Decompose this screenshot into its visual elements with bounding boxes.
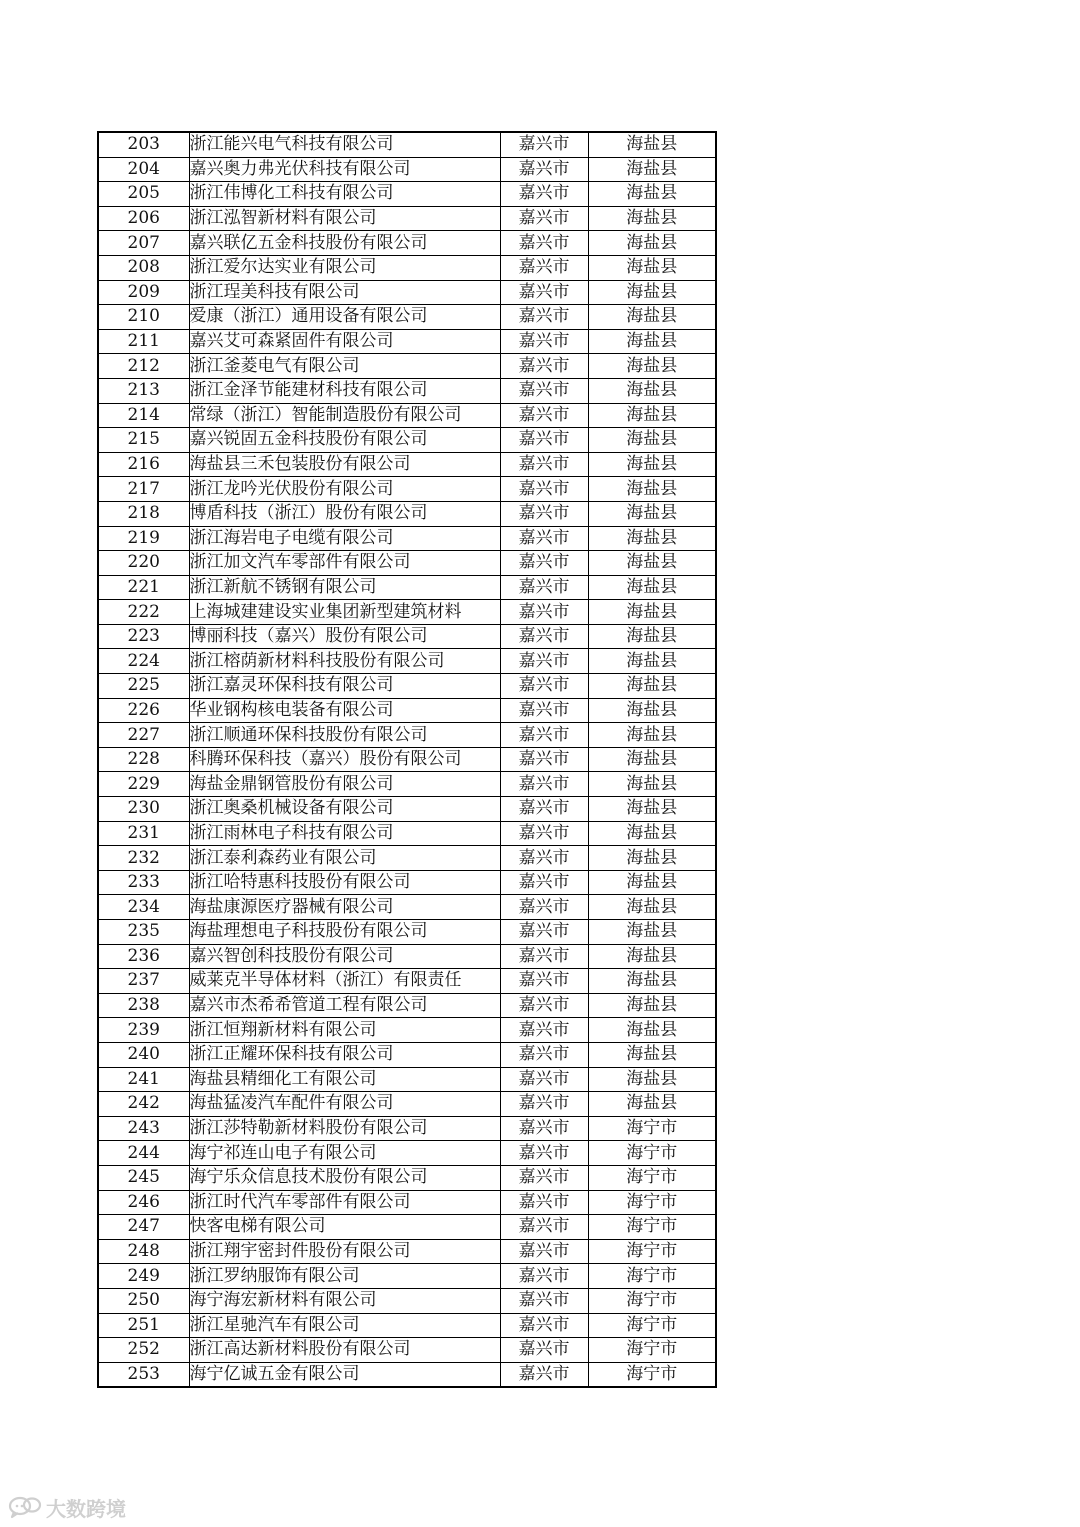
county-name: 海盐县 [588,821,716,846]
table-row [98,280,716,305]
company-name: 爱康（浙江）通用设备有限公司 [189,305,500,330]
city-name: 嘉兴市 [500,993,588,1018]
row-number: 246 [98,1190,189,1215]
table-row [98,870,716,895]
county-name: 海宁市 [588,1165,716,1190]
county-name: 海盐县 [588,206,716,231]
city-name: 嘉兴市 [500,797,588,822]
table-row [98,649,716,674]
county-name: 海盐县 [588,354,716,379]
company-name: 海宁乐众信息技术股份有限公司 [189,1165,500,1190]
table-row [98,1313,716,1338]
company-name: 浙江海岩电子电缆有限公司 [189,526,500,551]
table-row [98,698,716,723]
city-name: 嘉兴市 [500,698,588,723]
table-row [98,403,716,428]
city-name: 嘉兴市 [500,870,588,895]
city-name: 嘉兴市 [500,1141,588,1166]
table-row [98,354,716,379]
table-row [98,575,716,600]
company-name: 浙江正耀环保科技有限公司 [189,1042,500,1067]
company-name: 浙江珵美科技有限公司 [189,280,500,305]
city-name: 嘉兴市 [500,1190,588,1215]
county-name: 海宁市 [588,1313,716,1338]
company-name: 海盐金鼎钢管股份有限公司 [189,772,500,797]
city-name: 嘉兴市 [500,157,588,182]
row-number: 203 [98,132,189,157]
company-table-body [98,132,716,1387]
table-row [98,1165,716,1190]
table-row [98,846,716,871]
company-name: 浙江釜菱电气有限公司 [189,354,500,379]
row-number: 247 [98,1215,189,1240]
company-name: 华业钢构核电装备有限公司 [189,698,500,723]
company-name: 浙江榕荫新材料科技股份有限公司 [189,649,500,674]
row-number: 250 [98,1288,189,1313]
company-table [97,131,717,1388]
company-name: 浙江时代汽车零部件有限公司 [189,1190,500,1215]
table-row [98,944,716,969]
city-name: 嘉兴市 [500,575,588,600]
row-number: 224 [98,649,189,674]
company-name: 浙江罗纳服饰有限公司 [189,1264,500,1289]
row-number: 205 [98,182,189,207]
row-number: 223 [98,624,189,649]
row-number: 251 [98,1313,189,1338]
city-name: 嘉兴市 [500,1018,588,1043]
company-name: 浙江雨林电子科技有限公司 [189,821,500,846]
table-row [98,501,716,526]
table-row [98,1018,716,1043]
table-row [98,1239,716,1264]
county-name: 海盐县 [588,132,716,157]
company-name: 浙江金泽节能建材科技有限公司 [189,378,500,403]
row-number: 217 [98,477,189,502]
row-number: 231 [98,821,189,846]
county-name: 海盐县 [588,920,716,945]
table-row [98,255,716,280]
table-row [98,600,716,625]
table-row [98,969,716,994]
county-name: 海盐县 [588,305,716,330]
table-row [98,1092,716,1117]
county-name: 海盐县 [588,1018,716,1043]
table-row [98,723,716,748]
county-name: 海盐县 [588,723,716,748]
company-name: 浙江哈特惠科技股份有限公司 [189,870,500,895]
row-number: 206 [98,206,189,231]
county-name: 海盐县 [588,1092,716,1117]
company-name: 浙江星驰汽车有限公司 [189,1313,500,1338]
city-name: 嘉兴市 [500,305,588,330]
city-name: 嘉兴市 [500,1338,588,1363]
row-number: 236 [98,944,189,969]
city-name: 嘉兴市 [500,403,588,428]
company-name: 上海城建建设实业集团新型建筑材料 [189,600,500,625]
city-name: 嘉兴市 [500,477,588,502]
company-name: 浙江龙吟光伏股份有限公司 [189,477,500,502]
row-number: 226 [98,698,189,723]
county-name: 海盐县 [588,452,716,477]
table-row [98,477,716,502]
table-row [98,624,716,649]
row-number: 213 [98,378,189,403]
table-row [98,1264,716,1289]
county-name: 海宁市 [588,1116,716,1141]
city-name: 嘉兴市 [500,600,588,625]
table-row [98,797,716,822]
table-row [98,821,716,846]
city-name: 嘉兴市 [500,969,588,994]
row-number: 244 [98,1141,189,1166]
company-name: 海盐理想电子科技股份有限公司 [189,920,500,945]
city-name: 嘉兴市 [500,526,588,551]
company-name: 海盐县三禾包装股份有限公司 [189,452,500,477]
row-number: 218 [98,501,189,526]
county-name: 海宁市 [588,1215,716,1240]
row-number: 241 [98,1067,189,1092]
company-name: 海宁海宏新材料有限公司 [189,1288,500,1313]
county-name: 海盐县 [588,255,716,280]
county-name: 海盐县 [588,477,716,502]
company-name: 嘉兴联亿五金科技股份有限公司 [189,231,500,256]
table-row [98,895,716,920]
company-name: 海盐猛凌汽车配件有限公司 [189,1092,500,1117]
table-row [98,378,716,403]
county-name: 海宁市 [588,1141,716,1166]
table-row [98,1141,716,1166]
county-name: 海盐县 [588,575,716,600]
company-name: 海宁亿诚五金有限公司 [189,1362,500,1387]
county-name: 海盐县 [588,772,716,797]
city-name: 嘉兴市 [500,1116,588,1141]
county-name: 海盐县 [588,1067,716,1092]
company-name: 浙江加文汽车零部件有限公司 [189,551,500,576]
row-number: 232 [98,846,189,871]
chat-bubbles-icon [8,1495,42,1519]
company-name: 威莱克半导体材料（浙江）有限责任 [189,969,500,994]
city-name: 嘉兴市 [500,428,588,453]
city-name: 嘉兴市 [500,723,588,748]
city-name: 嘉兴市 [500,255,588,280]
row-number: 208 [98,255,189,280]
table-row [98,747,716,772]
county-name: 海宁市 [588,1338,716,1363]
county-name: 海宁市 [588,1264,716,1289]
company-name: 博丽科技（嘉兴）股份有限公司 [189,624,500,649]
city-name: 嘉兴市 [500,1362,588,1387]
county-name: 海盐县 [588,526,716,551]
city-name: 嘉兴市 [500,1165,588,1190]
company-name: 科腾环保科技（嘉兴）股份有限公司 [189,747,500,772]
county-name: 海盐县 [588,280,716,305]
row-number: 248 [98,1239,189,1264]
table-row [98,1288,716,1313]
county-name: 海盐县 [588,846,716,871]
city-name: 嘉兴市 [500,821,588,846]
row-number: 219 [98,526,189,551]
row-number: 235 [98,920,189,945]
table-row [98,1215,716,1240]
city-name: 嘉兴市 [500,895,588,920]
county-name: 海盐县 [588,157,716,182]
row-number: 227 [98,723,189,748]
city-name: 嘉兴市 [500,649,588,674]
county-name: 海盐县 [588,649,716,674]
county-name: 海盐县 [588,624,716,649]
row-number: 245 [98,1165,189,1190]
city-name: 嘉兴市 [500,132,588,157]
table-row [98,1362,716,1387]
table-row [98,1116,716,1141]
row-number: 214 [98,403,189,428]
county-name: 海盐县 [588,944,716,969]
row-number: 242 [98,1092,189,1117]
company-name: 博盾科技（浙江）股份有限公司 [189,501,500,526]
table-row [98,993,716,1018]
table-row [98,526,716,551]
row-number: 209 [98,280,189,305]
table-row [98,1067,716,1092]
row-number: 229 [98,772,189,797]
row-number: 225 [98,674,189,699]
row-number: 249 [98,1264,189,1289]
city-name: 嘉兴市 [500,1092,588,1117]
city-name: 嘉兴市 [500,501,588,526]
row-number: 233 [98,870,189,895]
company-name: 浙江泰利森药业有限公司 [189,846,500,871]
company-name: 浙江嘉灵环保科技有限公司 [189,674,500,699]
city-name: 嘉兴市 [500,747,588,772]
row-number: 237 [98,969,189,994]
row-number: 210 [98,305,189,330]
row-number: 253 [98,1362,189,1387]
county-name: 海盐县 [588,182,716,207]
county-name: 海盐县 [588,797,716,822]
row-number: 204 [98,157,189,182]
row-number: 207 [98,231,189,256]
row-number: 239 [98,1018,189,1043]
city-name: 嘉兴市 [500,551,588,576]
city-name: 嘉兴市 [500,182,588,207]
city-name: 嘉兴市 [500,1288,588,1313]
city-name: 嘉兴市 [500,329,588,354]
city-name: 嘉兴市 [500,452,588,477]
company-name: 常绿（浙江）智能制造股份有限公司 [189,403,500,428]
table-row [98,231,716,256]
county-name: 海盐县 [588,428,716,453]
company-name: 海盐县精细化工有限公司 [189,1067,500,1092]
row-number: 211 [98,329,189,354]
county-name: 海盐县 [588,231,716,256]
county-name: 海盐县 [588,403,716,428]
company-name: 浙江伟博化工科技有限公司 [189,182,500,207]
county-name: 海盐县 [588,895,716,920]
city-name: 嘉兴市 [500,846,588,871]
row-number: 234 [98,895,189,920]
row-number: 216 [98,452,189,477]
county-name: 海宁市 [588,1190,716,1215]
county-name: 海盐县 [588,600,716,625]
row-number: 252 [98,1338,189,1363]
county-name: 海盐县 [588,378,716,403]
city-name: 嘉兴市 [500,772,588,797]
company-name: 海宁祁连山电子有限公司 [189,1141,500,1166]
table-row [98,452,716,477]
table-row [98,1338,716,1363]
row-number: 240 [98,1042,189,1067]
city-name: 嘉兴市 [500,206,588,231]
company-name: 浙江高达新材料股份有限公司 [189,1338,500,1363]
row-number: 230 [98,797,189,822]
table-row [98,157,716,182]
company-name: 浙江爱尔达实业有限公司 [189,255,500,280]
city-name: 嘉兴市 [500,354,588,379]
company-name: 快客电梯有限公司 [189,1215,500,1240]
row-number: 238 [98,993,189,1018]
county-name: 海盐县 [588,329,716,354]
county-name: 海宁市 [588,1239,716,1264]
table-row [98,182,716,207]
company-name: 海盐康源医疗器械有限公司 [189,895,500,920]
row-number: 228 [98,747,189,772]
table-row [98,132,716,157]
table-row [98,772,716,797]
city-name: 嘉兴市 [500,920,588,945]
table-row [98,551,716,576]
city-name: 嘉兴市 [500,1239,588,1264]
table-row [98,428,716,453]
county-name: 海盐县 [588,698,716,723]
county-name: 海盐县 [588,551,716,576]
row-number: 243 [98,1116,189,1141]
city-name: 嘉兴市 [500,1264,588,1289]
company-name: 浙江莎特勒新材料股份有限公司 [189,1116,500,1141]
county-name: 海盐县 [588,969,716,994]
row-number: 215 [98,428,189,453]
city-name: 嘉兴市 [500,1067,588,1092]
company-name: 浙江新航不锈钢有限公司 [189,575,500,600]
company-name: 浙江顺通环保科技股份有限公司 [189,723,500,748]
row-number: 222 [98,600,189,625]
company-name: 浙江翔宇密封件股份有限公司 [189,1239,500,1264]
table-row [98,1042,716,1067]
city-name: 嘉兴市 [500,378,588,403]
table-row [98,1190,716,1215]
county-name: 海宁市 [588,1362,716,1387]
county-name: 海盐县 [588,501,716,526]
company-name: 嘉兴艾可森紧固件有限公司 [189,329,500,354]
county-name: 海盐县 [588,747,716,772]
row-number: 212 [98,354,189,379]
company-name: 嘉兴智创科技股份有限公司 [189,944,500,969]
county-name: 海盐县 [588,1042,716,1067]
city-name: 嘉兴市 [500,231,588,256]
row-number: 221 [98,575,189,600]
city-name: 嘉兴市 [500,674,588,699]
city-name: 嘉兴市 [500,1215,588,1240]
city-name: 嘉兴市 [500,624,588,649]
city-name: 嘉兴市 [500,1042,588,1067]
company-name: 嘉兴市杰希希管道工程有限公司 [189,993,500,1018]
company-name: 嘉兴锐固五金科技股份有限公司 [189,428,500,453]
company-name: 嘉兴奥力弗光伏科技有限公司 [189,157,500,182]
city-name: 嘉兴市 [500,1313,588,1338]
county-name: 海盐县 [588,870,716,895]
city-name: 嘉兴市 [500,280,588,305]
table-row [98,920,716,945]
watermark-text: 大数跨境 [46,1496,126,1521]
city-name: 嘉兴市 [500,944,588,969]
row-number: 220 [98,551,189,576]
table-row [98,674,716,699]
county-name: 海宁市 [588,1288,716,1313]
company-name: 浙江恒翔新材料有限公司 [189,1018,500,1043]
watermark [8,1494,126,1520]
table-row [98,305,716,330]
county-name: 海盐县 [588,674,716,699]
table-row [98,329,716,354]
company-name: 浙江能兴电气科技有限公司 [189,132,500,157]
county-name: 海盐县 [588,993,716,1018]
company-name: 浙江奥桑机械设备有限公司 [189,797,500,822]
company-name: 浙江泓智新材料有限公司 [189,206,500,231]
table-row [98,206,716,231]
